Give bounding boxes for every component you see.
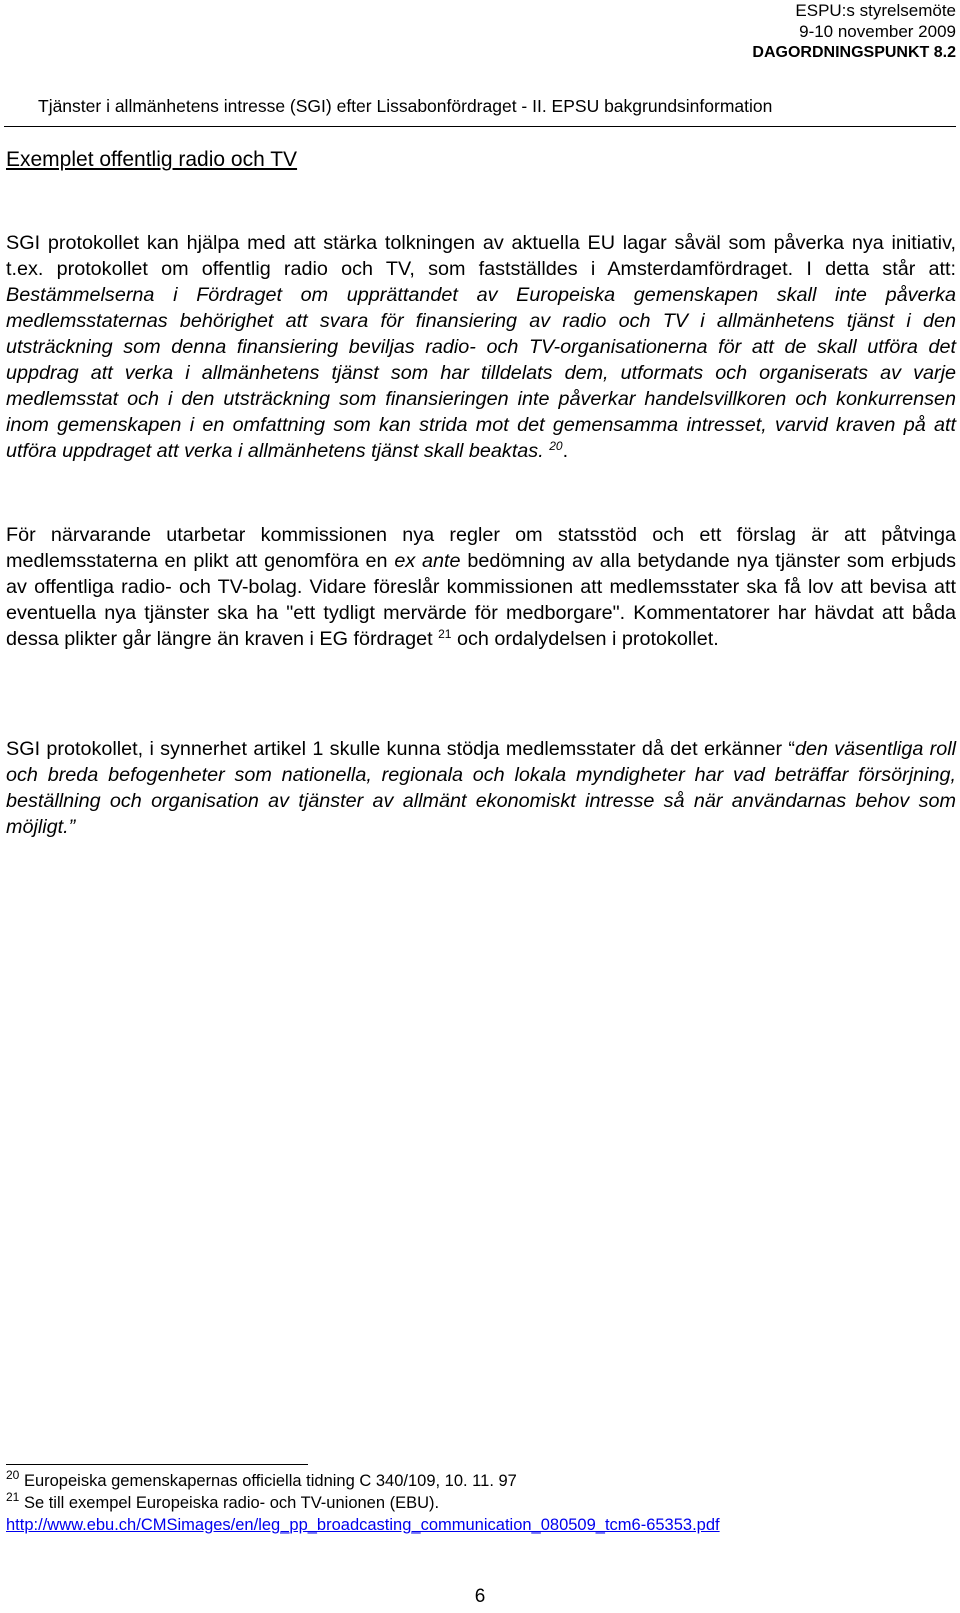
paragraph-1-intro: SGI protokollet kan hjälpa med att stärka tolkningen av aktuella EU lagar såväl som påverka nya initiativ, t.ex. protokollet om offentlig radio och TV, som fastställdes i Amsterdamfördraget. I detta står att: <box>6 232 956 280</box>
paragraph-3-intro: SGI protokollet, i synnerhet artikel 1 skulle kunna stödja medlemsstater då det erkänner “ <box>6 738 795 760</box>
paragraph-1 <box>6 230 956 464</box>
section-heading: Exemplet offentlig radio och TV <box>6 148 298 171</box>
paragraph-3-quote: den väsentliga roll och breda befogenheter som nationella, regionala och lokala myndigheter har vad beträffar försörjning, beställning och organisation av tjänster av allmänt ekonomiskt intresse så när användarnas behov som möjligt.” <box>6 738 956 838</box>
footnote-text: Se till exempel Europeiska radio- och TV-unionen (EBU). <box>23 1494 440 1512</box>
footnote-number: 20 <box>6 1468 20 1482</box>
footnote-text: Europeiska gemenskapernas officiella tidning C 340/109, 10. 11. 97 <box>23 1472 517 1490</box>
paragraph-2-part2: bedömning av alla betydande nya tjänster som erbjuds av offentliga radio- och TV-bolag. Vidare föreslår kommissionen att medlemsstater ska få lov att bevisa att eventuella nya tjänster ska ha "ett tydligt mervärde för medborgare". Kommentatorer har hävdat att båda dessa plikter går längre än kraven i EG fördraget <box>6 550 956 650</box>
page-number: 6 <box>474 1586 486 1607</box>
footnote-number: 21 <box>6 1490 20 1504</box>
ebu-link[interactable]: http://www.ebu.ch/CMSimages/en/leg_pp_broadcasting_communication_080509_tcm6-65353.pdf <box>6 1516 720 1534</box>
footnote-20 <box>6 1470 720 1492</box>
agenda-item-code: DAGORDNINGSPUNKT 8.2 <box>752 44 956 61</box>
header-divider <box>4 126 956 127</box>
paragraph-1-quote: Bestämmelserna i Fördraget om upprättandet av Europeiska gemenskapen skall inte påverka medlemsstaternas behörighet att svara för finansiering av radio och TV i allmänhetens tjänst i den utsträckning som denna finansiering beviljas radio- och TV-organisationerna för att de skall utföra det uppdrag att verka i allmänhetens tjänst som har tilldelats dem, utformats och organiserats av varje medlemsstat och i den utsträckning som finansieringen inte påverkar handelsvillkoren och konkurrensen inom gemenskapen i en omfattning som kan strida mot det gemensamma intresset, varvid kraven på att utföra uppdraget att verka i allmänhetens tjänst skall beaktas. <box>6 284 956 462</box>
document-subtitle: Tjänster i allmänhetens intresse (SGI) efter Lissabonfördraget - II. EPSU bakgrundsinformation <box>38 96 773 116</box>
meeting-date: 9-10 november 2009 <box>799 22 956 41</box>
paragraph-2-part3: och ordalydelsen i protokollet. <box>451 628 719 650</box>
paragraph-2-part1: För närvarande utarbetar kommissionen nya regler om statsstöd och ett förslag är att påtvinga medlemsstaterna en plikt att genomföra en <box>6 524 956 572</box>
paragraph-1-end: . <box>562 440 569 462</box>
footnotes <box>6 1470 720 1536</box>
paragraph-2 <box>6 522 956 652</box>
meeting-name: ESPU:s styrelsemöte <box>795 1 956 20</box>
paragraph-2-emphasis: ex ante <box>394 550 461 572</box>
footnote-ref-20[interactable]: 20 <box>549 439 563 453</box>
meeting-info <box>752 0 956 63</box>
footnote-21 <box>6 1492 720 1514</box>
footnote-divider <box>6 1464 308 1465</box>
paragraph-3 <box>6 736 956 840</box>
footnote-ref-21[interactable]: 21 <box>438 627 452 641</box>
